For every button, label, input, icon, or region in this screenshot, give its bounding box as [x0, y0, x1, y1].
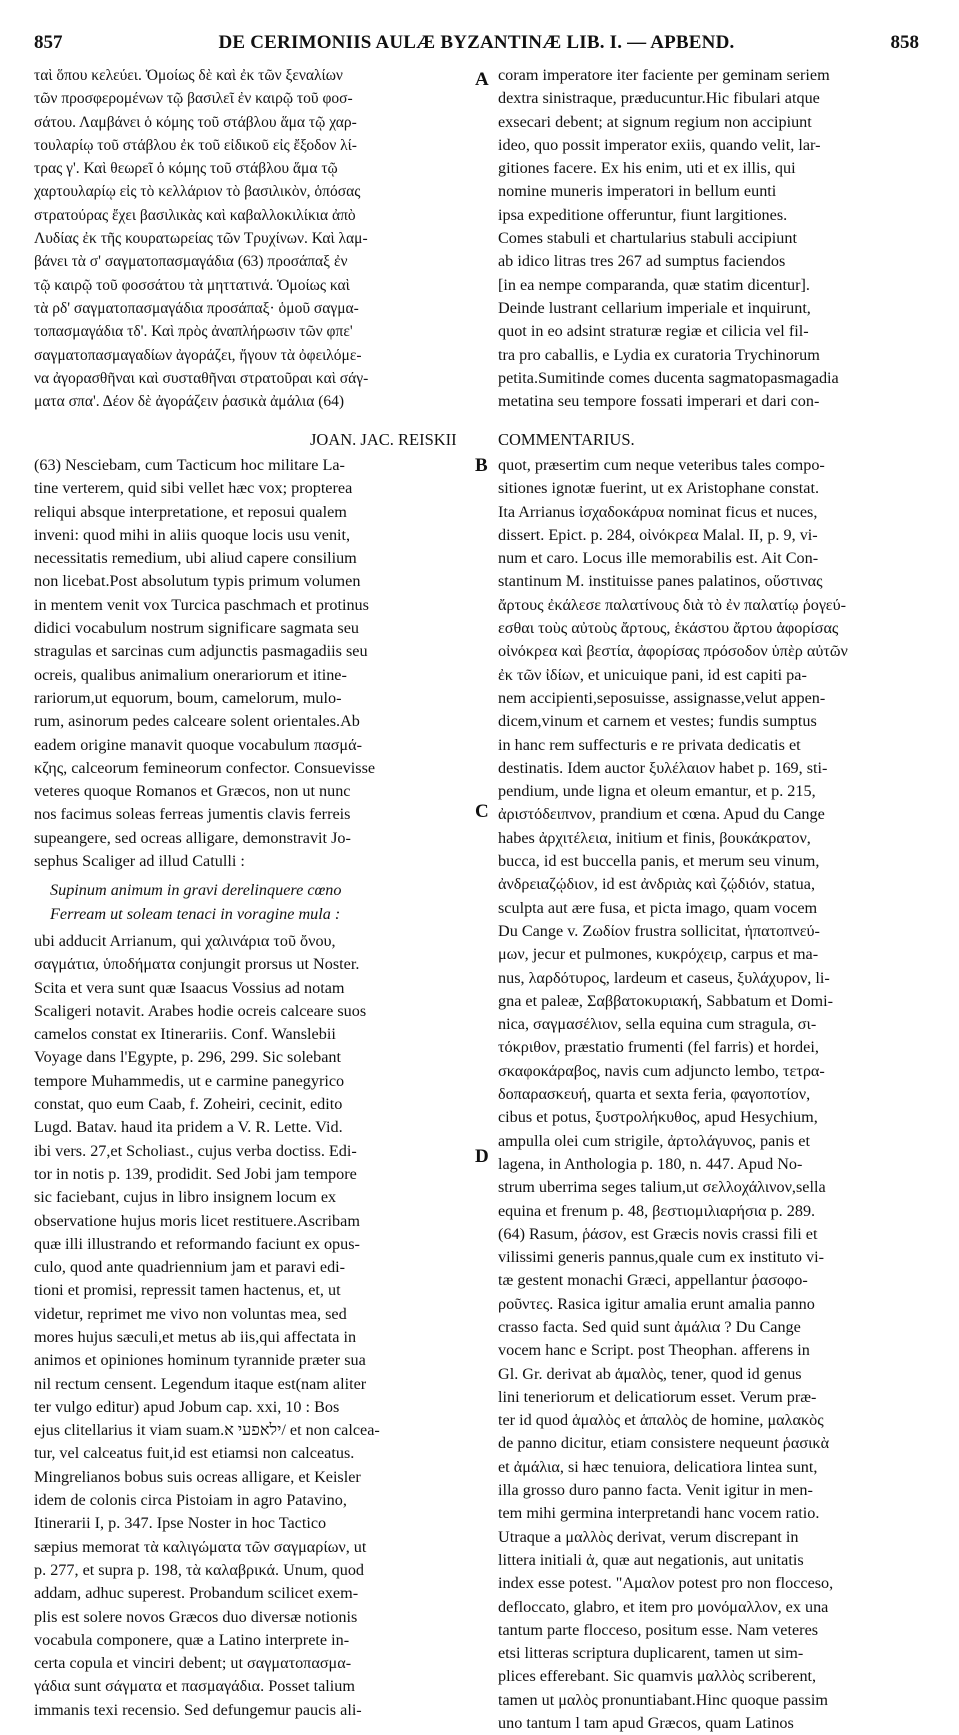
commentary-text-line: idem de colonis circa Pistoiam in agro Patavino, [34, 1491, 347, 1510]
commentary-text-line: destinatis. Idem auctor ξυλέλαιον habet p. 169, sti- [498, 758, 828, 777]
commentary-text-line: Du Cange v. Ζωδίον frustra sollicitat, ἡπατοπνεύ- [498, 921, 820, 940]
latin-text-line: nomine muneris imperatori in bellum eunti [498, 182, 777, 201]
verse-quotation [34, 879, 474, 926]
commentary-text-line: tioni et promisi, repressit tamen hactenus, et, ut [34, 1281, 341, 1300]
commentary-text-line: dissert. Epict. p. 284, οἰνόκρεα Malal. II, p. 9, vi- [498, 525, 818, 544]
commentary-text-line: tine verterem, quid sibi vellet hæc vox; propterea [34, 479, 353, 498]
latin-text-line: ipsa expeditione offeruntur, fiunt largitiones. [498, 205, 788, 224]
commentary-text-line: tæ gestent monachi Græci, appellantur ῥασοφο- [498, 1271, 808, 1290]
greek-text-line: τῷ καιρῷ τοῦ φοσσάτου τὰ μηττατινά. Ὁμοίως καὶ [34, 276, 350, 294]
commentary-right-column [498, 454, 928, 1735]
commentary-text-line: animos et opiniones hominum tyrannide præter sua [34, 1351, 366, 1370]
latin-text-line: [in ea nempe comparanda, quæ statim dicentur]. [498, 275, 810, 294]
greek-text-line: Λυδίας ἐκ τῆς κουρατωρείας τῶν Τρυχίνων. Καὶ λαμ- [34, 230, 368, 248]
latin-text-line: dextra sinistraque, præducuntur.Hic fibulari atque [498, 89, 820, 108]
commentary-text-line: tur, vel calceatus fuit,id est etiamsi non calceatus. [34, 1444, 355, 1463]
commentary-text-line: ibi vers. 27,et Scholiast., cujus verba doctiss. Edi- [34, 1141, 357, 1160]
commentary-text-line: Lugd. Batav. haud ita pridem a V. R. Lette. Vid. [34, 1118, 343, 1137]
commentary-text-line: rum, asinorum pedes calceare solent orientales.Ab [34, 712, 360, 731]
commentary-text-line: τόκριθον, præstatio frumenti (fel farris) et hordei, [498, 1038, 819, 1057]
commentary-text-line: Utraque a μαλλὸς derivat, verum discrepant in [498, 1527, 799, 1546]
greek-text-line: να ἀγορασθῆναι καὶ συσταθῆναι στρατοῦραι καὶ σάγ- [34, 369, 369, 387]
commentary-text-line: ocreis, qualibus animalium onerariorum et itine- [34, 665, 347, 684]
commentary-text-line: tantum parte flocceso, positum esse. Nam veteres [498, 1620, 819, 1639]
commentary-text-line: ροῦντες. Rasica igitur amalia erunt amalia panno [498, 1294, 815, 1313]
commentary-text-line: camelos constat ex Itinerariis. Conf. Wanslebii [34, 1025, 336, 1044]
commentary-text-line: Mingrelianos bobus suis ocreas alligare, et Keisler [34, 1467, 361, 1486]
commentary-text-line: habes ἀρχιτέλεια, initium et finis, βουκάκρατον, [498, 828, 811, 847]
latin-text-line: Deinde lustrant cellarium imperiale et inquirunt, [498, 298, 811, 317]
latin-text-line: petita.Sumitinde comes ducenta sagmatopasmagadia [498, 368, 839, 387]
commentary-text-line: eadem origine manavit quoque vocabulum πασμά- [34, 735, 362, 754]
greek-text-line: ματα σπα'. Δέον δὲ ἀγοράζειν ῥασικὰ ἀμάλια (64) [34, 393, 345, 411]
commentary-text-line: lini teneriorum et delicatiorum esset. Verum præ- [498, 1387, 817, 1406]
commentary-text-line: ejus clitellarius it viam suam.ילאפעי א/ et non calcea- [34, 1421, 380, 1440]
commentary-text-line: tempore Muhammedis, ut e carmine panegyrico [34, 1071, 345, 1090]
greek-text-line: σαγματοπασμαγαδίων ἀγοράζει, ἤγουν τὰ ὀφειλόμε- [34, 346, 362, 364]
commentary-text-line: ter vulgo editur) apud Jobum cap. xxi, 10 : Bos [34, 1397, 340, 1416]
commentary-text-line: sculpta aut ære fusa, et picta imago, quam vocem [498, 898, 818, 917]
commentary-text-line: εσθαι τοὺς αὐτοὺς ἄρτους, ἑκάστου ἄρτου ἀφορίσας [498, 619, 839, 638]
margin-marker-a: A [475, 69, 489, 90]
commentary-text-line: bucca, id est buccella panis, et merum seu vinum, [498, 852, 820, 871]
commentary-heading [0, 428, 959, 452]
latin-text-line: metatina seu tempore fossati imperari et dari con- [498, 392, 820, 411]
greek-text-column [34, 64, 474, 413]
commentary-text-line: de panno dicitur, etiam consistere nequeunt ῥασικὰ [498, 1434, 830, 1453]
commentary-text-line: (64) Rasum, ῥάσον, est Græcis novis crassi fili et [498, 1224, 818, 1243]
commentary-text-line: defloccato, glabro, et item pro μονόμαλλον, ex una [498, 1597, 829, 1616]
commentary-text-line: plis est solere novos Græcos duo diversæ notionis [34, 1607, 358, 1626]
commentary-text-line: stragulas et sarcinas cum adjunctis pasmagadiis seu [34, 642, 368, 661]
commentary-text-line: plices efferebant. Sic quamvis μαλλὸς scriberent, [498, 1667, 817, 1686]
commentary-text-line: littera initiali ἀ, quæ aut negationis, aut unitatis [498, 1550, 804, 1569]
commentary-text-line: quæ illi illustrando et reformando faciunt ex opus- [34, 1234, 360, 1253]
commentary-text-line: in hanc rem suffecturis e re privata dedicatis et [498, 735, 801, 754]
commentary-text-line: Gl. Gr. derivat ab ἁμαλὸς, tener, quod id genus [498, 1364, 802, 1383]
commentary-text-line: nos facimus soleas ferreas jumentis clavis ferreis [34, 805, 351, 824]
commentary-text-line: nica, σαγμασέλιον, sella equina cum stragula, σι- [498, 1015, 817, 1034]
commentary-text-line: equina et frenum p. 48, βεστιομιλιαρήσια p. 289. [498, 1201, 816, 1220]
page-number-right: 858 [890, 32, 919, 53]
greek-text-line: χαρτουλαρίῳ εἰς τὸ κελλάριον τὸ βασιλικὸν, ὁπόσας [34, 183, 361, 201]
commentary-text-line: Scaligeri notavit. Arabes hodie ocreis calceare suos [34, 1001, 367, 1020]
commentary-text-line: Ita Arrianus ἰσχαδοκάρυα nominat ficus et nuces, [498, 502, 818, 521]
commentary-text-line: veteres quoque Romanos et Græcos, non ut nunc [34, 782, 351, 801]
commentary-text-line: κζης, calceorum femineorum confector. Consuevisse [34, 758, 376, 777]
running-title: DE CERIMONIIS AULÆ BYZANTINÆ LIB. I. — APBEND. [218, 32, 735, 53]
commentary-text-line: vilissimi generis pannus,quale cum ex instituto vi- [498, 1248, 824, 1267]
greek-text-line: σάτου. Λαμβάνει ὁ κόμης τοῦ στάβλου ἅμα τῷ χαρ- [34, 113, 357, 131]
commentary-heading-title: COMMENTARIUS. [498, 430, 635, 449]
commentary-text-line: sæpius memorat τὰ καλιγώματα τῶν σαγμαρίων, ut [34, 1537, 367, 1556]
commentary-text-line: σαγμάτια, ὑποδήματα conjungit prorsus ut Noster. [34, 955, 360, 974]
commentary-text-line: index esse potest. "Αμαλον potest pro non flocceso, [498, 1574, 834, 1593]
commentary-text-line: stantinum M. instituisse panes palatinos, οὕστινας [498, 572, 823, 591]
latin-text-line: Comes stabuli et chartularius stabuli accipiunt [498, 229, 797, 248]
commentary-text-line: οἰνόκρεα καὶ βεστία, ἀφορίσας πρόσοδον ὑπὲρ αὐτῶν [498, 642, 848, 661]
commentary-text-line: num et caro. Locus ille memorabilis est. Ait Con- [498, 549, 819, 568]
commentary-text-line: ubi adducit Arrianum, qui χαλινάρια τοῦ ὄνου, [34, 931, 336, 950]
commentary-left-column [34, 454, 474, 1722]
margin-marker-b: B [475, 455, 488, 476]
latin-text-line: gitiones facere. Ex his enim, uti et ex illis, qui [498, 159, 796, 178]
commentary-text-line: observatione hujus moris licet restituere.Ascribam [34, 1211, 360, 1230]
commentary-text-line: vocabula componere, quæ a Latino interprete in- [34, 1630, 350, 1649]
commentary-text-line: didici vocabulum nostrum significare sagmata seu [34, 619, 360, 638]
commentary-text-line: etsi litteras scriptura duplicarent, tamen ut sim- [498, 1644, 804, 1663]
commentary-text-line: mores hujus sæculi,et metus ab iis,qui affectata in [34, 1327, 357, 1346]
commentary-text-line: crasso facta. Sed quid sunt ἀμάλια ? Du Cange [498, 1317, 801, 1336]
verse-line: Supinum animum in gravi derelinquere cœno [50, 881, 342, 900]
commentary-text-line: μων, jecur et pulmones, κυκρόχειρ, carpus et ma- [498, 945, 819, 964]
margin-marker-d: D [475, 1146, 489, 1167]
commentary-text-line: non licebat.Post absolutum typis primum volumen [34, 572, 361, 591]
commentary-text-line: Itinerarii I, p. 347. Ipse Noster in hoc Tactico [34, 1514, 327, 1533]
commentary-text-line: reliqui absque interpretatione, et reposui qualem [34, 502, 347, 521]
commentary-text-line: nem accipienti,seposuisse, assignasse,velut appen- [498, 688, 826, 707]
commentary-text-line: constat, quo eum Caab, f. Zoheiri, cecinit, edito [34, 1095, 343, 1114]
greek-text-line: τῶν προσφερομένων τῷ βασιλεῖ ἐν καιρῷ τοῦ φοσ- [34, 90, 353, 108]
latin-text-line: coram imperatore iter faciente per geminam seriem [498, 66, 830, 84]
commentary-text-line: cibus et potus, ξυστρολήκυθος, apud Hesychium, [498, 1108, 818, 1127]
commentary-text-line: tor in notis p. 139, prodidit. Sed Jobi jam tempore [34, 1164, 357, 1183]
commentary-text-line: videtur, reprimet me vivo non voluntas mea, sed [34, 1304, 347, 1323]
commentary-text-line: culo, quod ante quadriennium jam et paravi edi- [34, 1258, 346, 1277]
commentary-text-line: sephus Scaliger ad illud Catulli : [34, 852, 245, 871]
margin-marker-c: C [475, 801, 489, 822]
commentary-text-line: tem mihi germina interpretandi hanc vocem ratio. [498, 1504, 820, 1523]
commentary-text-line: sic faciebant, cujus in libro insignem locum ex [34, 1188, 337, 1207]
commentary-text-line: uno tantum l tam apud Græcos, quam Latinos [498, 1714, 794, 1733]
latin-text-line: ideo, quo possit imperator exiis, quando velit, lar- [498, 135, 821, 154]
commentary-text-line: ἄρτους ἐκάλεσε παλατίνους διὰ τὸ ἐν παλατίῳ ῥογεύ- [498, 595, 846, 614]
commentary-text-line: rariorum,ut equorum, boum, camelorum, mulo- [34, 688, 342, 707]
commentary-text-line: quot, præsertim cum neque veteribus tales compo- [498, 456, 825, 474]
commentary-text-line: supeangere, sed ocreas alligare, demonstravit Jo- [34, 828, 351, 847]
commentary-text-line: strum uberrima seges talium,ut σελλοχάλινον,sella [498, 1178, 826, 1197]
latin-text-line: exsecari debent; at signum regium non accipiunt [498, 112, 812, 131]
commentary-text-line: ἀριστόδειπνον, prandium et cœna. Apud du Cange [498, 805, 825, 824]
verse-line: Ferream ut soleam tenaci in voragine mula : [50, 904, 341, 923]
greek-text-line: τοπασμαγάδια τδ'. Καὶ πρὸς ἀναπλήρωσιν τῶν φπε' [34, 323, 353, 341]
commentary-text-line: ἐκ τῶν ἰδίων, et unicuique pani, id est capiti pa- [498, 665, 807, 684]
greek-text-line: τουλαρίῳ τοῦ στάβλου ἐκ τοῦ εἰδικοῦ εἰς ἔξοδον λί- [34, 136, 357, 154]
commentary-text-line: lagena, in Anthologia p. 180, n. 447. Apud No- [498, 1154, 803, 1173]
commentary-text-line: in mentem venit vox Turcica paschmach et protinus [34, 595, 369, 614]
latin-text-line: ab idico litras tres 267 ad sumptus faciendos [498, 252, 786, 271]
greek-text-line: τρας γ'. Καὶ θεωρεῖ ὁ κόμης τοῦ στάβλου ἅμα τῷ [34, 160, 338, 178]
commentary-text-line: ampulla olei cum strigile, ἀρτολάγυνος, panis et [498, 1131, 810, 1150]
running-header [34, 32, 919, 58]
commentary-text-line: ter id quod ἁμαλὸς et ἁπαλὸς de homine, μαλακὸς [498, 1411, 824, 1430]
commentary-text-line: pendium, unde ligna et oleum emantur, et p. 215, [498, 782, 816, 801]
commentary-text-line: certa copula et vinciri debent; ut σαγματοπασμα- [34, 1654, 352, 1673]
commentary-text-line: inveni: quod mihi in aliis quoque locis usu venit, [34, 525, 351, 544]
commentary-text-line: gna et paleæ, Σαββατοκυριακή, Sabbatum et Domi- [498, 991, 834, 1010]
commentary-text-line: necessitatis remedium, ubi aliud capere consilium [34, 549, 357, 568]
greek-text-line: τὰ ρδ' σαγματοπασμαγάδια προσάπαξ· ὁμοῦ σαγμα- [34, 299, 359, 317]
greek-text-line: ταὶ ὅπου κελεύει. Ὁμοίως δὲ καὶ ἐκ τῶν ξεναλίων [34, 67, 343, 84]
commentary-text-line: addam, adhuc superest. Probandum scilicet exem- [34, 1584, 359, 1603]
commentary-text-line: vocem hanc e Script. post Theophan. afferens in [498, 1341, 810, 1360]
commentary-text-line: γάδια sunt σάγματα et πασμαγάδια. Posset talium [34, 1677, 355, 1696]
commentary-text-line: Scita et vera sunt quæ Isaacus Vossius ad notam [34, 978, 345, 997]
commentary-text-line: illa grosso duro panno facta. Venit igitur in men- [498, 1481, 813, 1500]
commentary-text-line: δοπαρασκευή, quarta et sexta feria, φαγοποτίον, [498, 1085, 811, 1104]
commentary-text-line: sitiones ignotæ fuerint, ut ex Aristophane constat. [498, 479, 820, 498]
commentary-text-line: nil rectum censent. Legendum itaque est(nam aliter [34, 1374, 367, 1393]
commentary-text-line: immanis texi recensio. Sed defungemur paucis ali- [34, 1700, 362, 1719]
commentary-text-line: ἀνδρειαζῴδιον, id est ἀνδριὰς καὶ ζῴδιόν, statua, [498, 875, 815, 894]
commentary-text-line: Voyage dans l'Egypte, p. 296, 299. Sic solebant [34, 1048, 341, 1067]
commentary-heading-author: JOAN. JAC. REISKII [310, 430, 457, 449]
page-number-left: 857 [34, 32, 63, 53]
commentary-text-line: dicem,vinum et carnem et vestes; fundis sumptus [498, 712, 817, 731]
commentary-text-line: (63) Nesciebam, cum Tacticum hoc militare La- [34, 456, 345, 474]
latin-translation-column [498, 64, 928, 413]
latin-text-line: quot in eo adsint straturæ regiæ et cilicia vel fil- [498, 322, 809, 341]
greek-text-line: βάνει τὰ σ' σαγματοπασμαγάδια (63) προσάπαξ ἐν [34, 253, 348, 271]
greek-text-line: στρατούρας ἔχει βασιλικὰς καὶ καβαλλοκιλίκια ἀπὸ [34, 206, 356, 224]
latin-text-line: tra pro caballis, e Lydia ex curatoria Trychinorum [498, 345, 820, 364]
commentary-text-line: nus, λαρδότυρος, lardeum et caseus, ξυλάχυρον, li- [498, 968, 830, 987]
commentary-text-line: σκαφοκάραβος, navis cum adjuncto lembo, τετρα- [498, 1061, 825, 1080]
commentary-text-line: tamen ut μαλὸς pronuntiabant.Hinc quoque passim [498, 1690, 828, 1709]
commentary-text-line: et ἀμάλια, si hæc tenuiora, delicatiora lintea sunt, [498, 1457, 818, 1476]
commentary-text-line: p. 277, et supra p. 198, τὰ καλαβρικά. Unum, quod [34, 1560, 365, 1579]
